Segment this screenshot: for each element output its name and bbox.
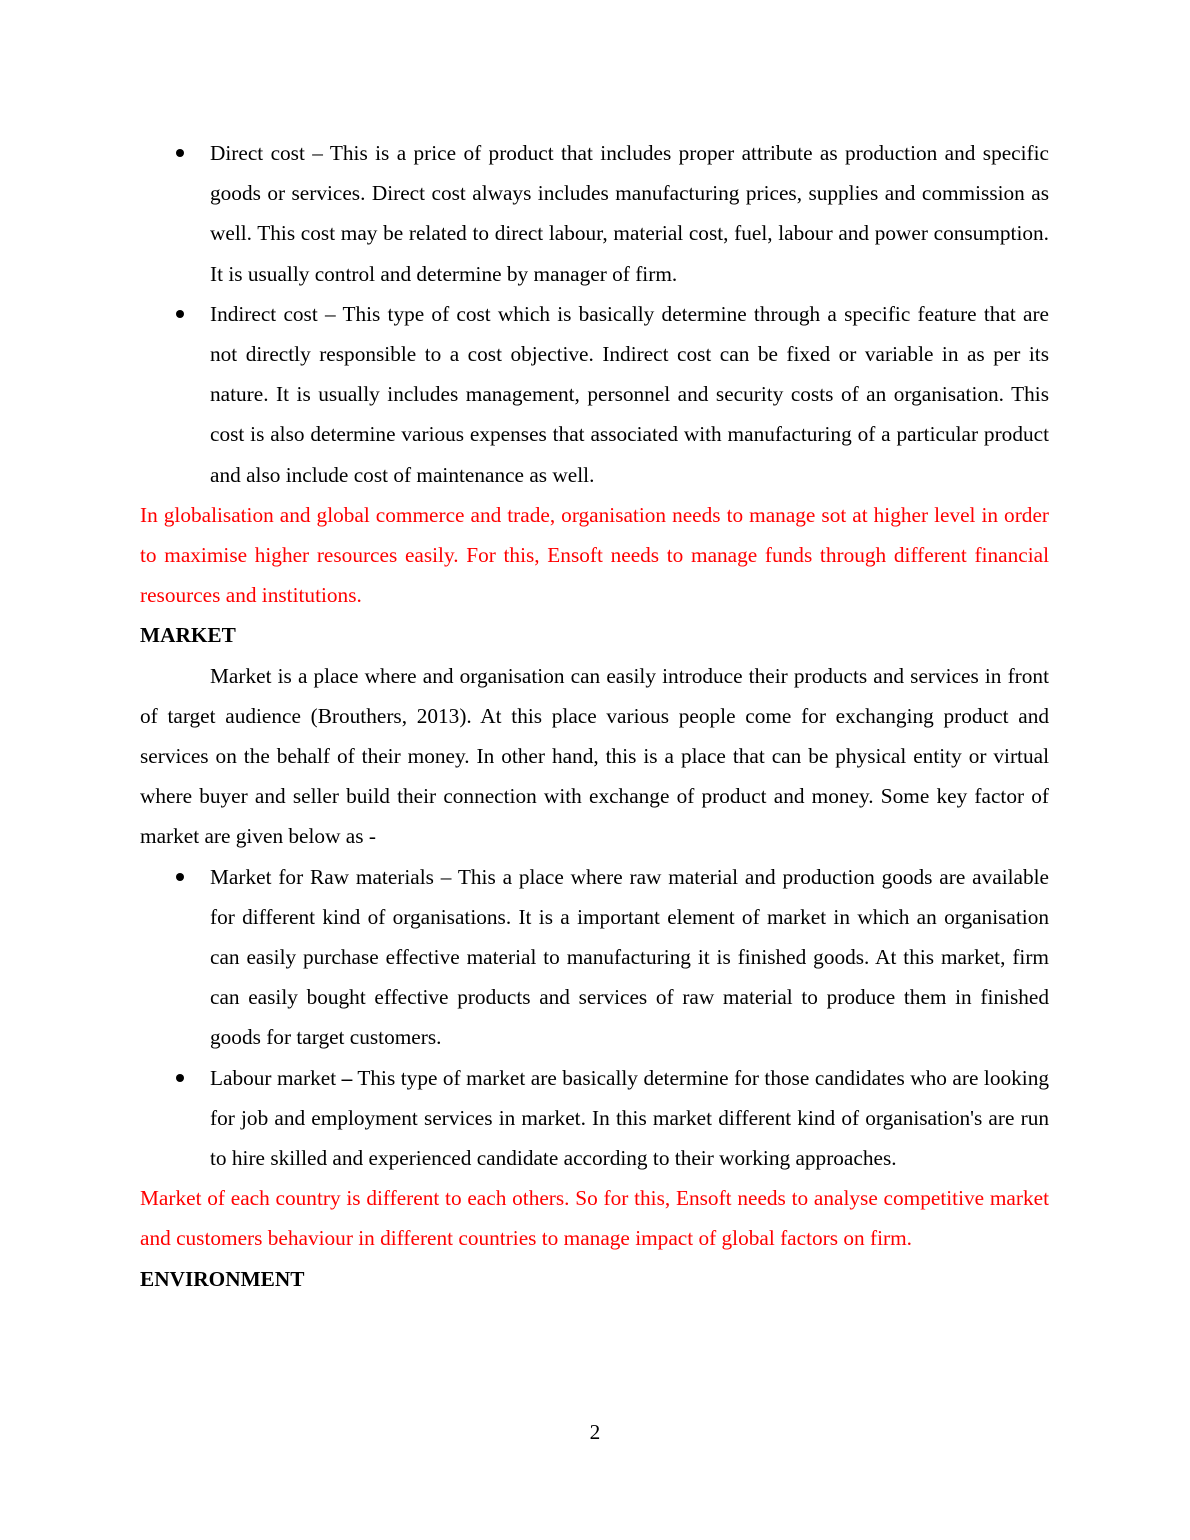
bullet-icon (176, 873, 184, 881)
bullet-item-raw-materials (140, 857, 1049, 1058)
bullet-icon (176, 149, 184, 157)
environment-heading: ENVIRONMENT (140, 1266, 305, 1291)
market-bullet-list (140, 857, 1049, 1179)
globalisation-note: In globalisation and global commerce and trade, organisation needs to manage sot at higher level in order to maximise higher resources easily. For this, Ensoft needs to manage funds through different financial resources and institutions. (140, 502, 1049, 608)
bullet-text: Direct cost – This is a price of product that includes proper attribute as production and specific goods or services. Direct cost always includes manufacturing prices, supplies and commission as well. This cost may be related to direct labour, material cost, fuel, labour and power consumption. It is usually control and determine by manager of firm. (210, 141, 1049, 286)
bullet-icon (176, 310, 184, 318)
market-country-note: Market of each country is different to each others. So for this, Ensoft needs to analyse competitive market and customers behaviour in different countries to manage impact of global factors on firm. (140, 1186, 1049, 1251)
page-content (140, 133, 1049, 1299)
bullet-text: Indirect cost – This type of cost which is basically determine through a specific feature that are not directly responsible to a cost objective. Indirect cost can be fixed or variable in as per its nature. It is usually includes management, personnel and security costs of an organisation. This cost is also determine various expenses that associated with manufacturing of a particular product and also include cost of maintenance as well. (210, 301, 1049, 487)
bullet-lead-text: Labour market (210, 1065, 342, 1090)
bullet-rest-text: This type of market are basically determine for those candidates who are looking for job and employment services in market. In this market different kind of organisation's are run to hire skilled and experienced candidate according to their working approaches. (210, 1065, 1049, 1171)
bullet-icon (176, 1074, 184, 1082)
bullet-text: Market for Raw materials – This a place where raw material and production goods are available for different kind of organisations. It is a important element of market in which an organisation can easily purchase effective material to manufacturing it is finished goods. At this market, firm can easily bought effective products and services of raw material to produce them in finished goods for target customers. (210, 864, 1049, 1050)
cost-bullet-list (140, 133, 1049, 495)
bullet-dash: – (341, 1065, 353, 1090)
bullet-item-direct-cost (140, 133, 1049, 294)
market-heading: MARKET (140, 623, 236, 648)
bullet-item-labour-market (140, 1058, 1049, 1179)
market-paragraph: Market is a place where and organisation can easily introduce their products and services in front of target audience (Brouthers, 2013). At this place various people come for exchanging product and services on the behalf of their money. In other hand, this is a place that can be physical entity or virtual where buyer and seller build their connection with exchange of product and money. Some key factor of market are given below as - (140, 663, 1049, 849)
bullet-item-indirect-cost (140, 294, 1049, 495)
page-number: 2 (589, 1420, 601, 1444)
